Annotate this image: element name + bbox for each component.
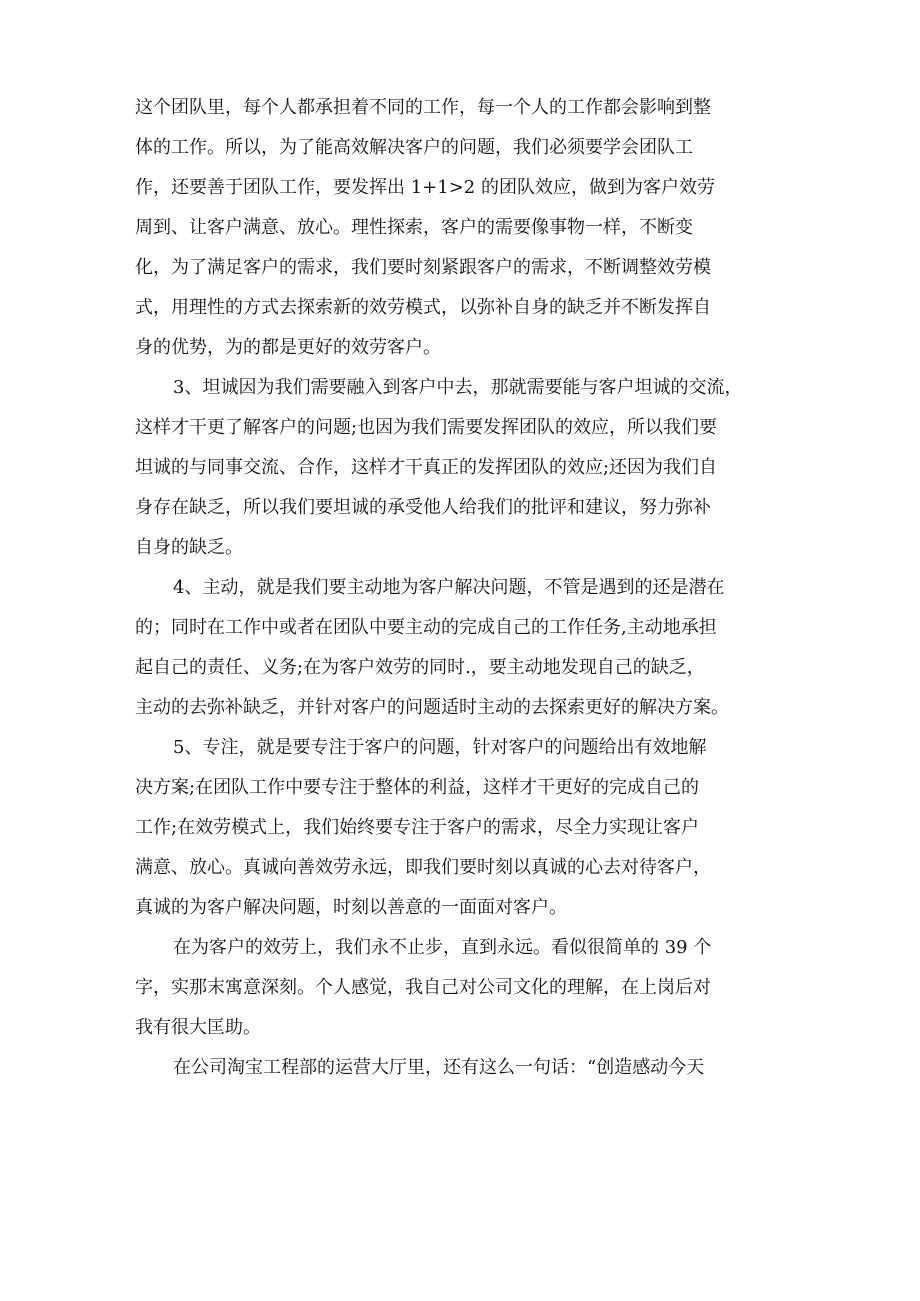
text-line: 4、主动，就是我们要主动地为客户解决问题，不管是遇到的还是潜在	[173, 577, 725, 598]
text-line: 化，为了满足客户的需求，我们要时刻紧跟客户的需求，不断调整效劳模	[135, 257, 711, 278]
text-line: 体的工作。所以，为了能高效解决客户的问题，我们必须要学会团队工	[135, 137, 693, 158]
text-line: 周到、让客户满意、放心。理性探索，客户的需要像事物一样，不断变	[135, 217, 693, 238]
text-line: 这样才干更了解客户的问题;也因为我们需要发挥团队的效应，所以我们要	[135, 417, 718, 438]
text-line: 真诚的为客户解决问题，时刻以善意的一面面对客户。	[135, 897, 567, 918]
text-line: 作，还要善于团队工作，要发挥出 1+1>2 的团队效应，做到为客户效劳	[135, 177, 715, 198]
text-line: 我有很大匡助。	[135, 1017, 261, 1038]
text-line: 自身的缺乏。	[135, 537, 243, 558]
text-line: 起自己的责任、义务;在为客户效劳的同时.，要主动地发现自己的缺乏，	[135, 657, 705, 678]
text-line: 字，实那末寓意深刻。个人感觉，我自己对公司文化的理解，在上岗后对	[135, 977, 711, 998]
text-line: 主动的去弥补缺乏，并针对客户的问题适时主动的去探索更好的解决方案。	[135, 697, 729, 718]
paragraph-6	[135, 1048, 815, 1088]
text-line: 这个团队里，每个人都承担着不同的工作，每一个人的工作都会影响到整	[135, 97, 711, 118]
text-line: 决方案;在团队工作中要专注于整体的利益，这样才干更好的完成自己的	[135, 777, 700, 798]
paragraph-4	[135, 728, 815, 928]
paragraph-5	[135, 928, 815, 1048]
text-line: 的；同时在工作中或者在团队中要主动的完成自己的工作任务,主动地承担	[135, 617, 717, 638]
text-line: 5、专注，就是要专注于客户的问题，针对客户的问题给出有效地解	[173, 737, 707, 758]
paragraph-2	[135, 368, 815, 568]
text-line: 身的优势，为的都是更好的效劳客户。	[135, 337, 441, 358]
text-line: 工作;在效劳模式上，我们始终要专注于客户的需求，尽全力实现让客户	[135, 817, 700, 838]
text-line: 在公司淘宝工程部的运营大厅里，还有这么一句话：“创造感动今天	[173, 1057, 705, 1078]
paragraph-3	[135, 568, 815, 728]
text-line: 3、坦诚因为我们需要融入到客户中去，那就需要能与客户坦诚的交流，	[173, 377, 743, 398]
document-body	[135, 88, 815, 1088]
text-line: 满意、放心。真诚向善效劳永远，即我们要时刻以真诚的心去对待客户，	[135, 857, 711, 878]
text-line: 坦诚的与同事交流、合作，这样才干真正的发挥团队的效应;还因为我们自	[135, 457, 718, 478]
text-line: 式，用理性的方式去探索新的效劳模式，以弥补自身的缺乏并不断发挥自	[135, 297, 711, 318]
text-line: 在为客户的效劳上，我们永不止步，直到永远。看似很简单的 39 个	[173, 937, 712, 958]
text-line: 身存在缺乏，所以我们要坦诚的承受他人给我们的批评和建议，努力弥补	[135, 497, 711, 518]
paragraph-1	[135, 88, 815, 368]
